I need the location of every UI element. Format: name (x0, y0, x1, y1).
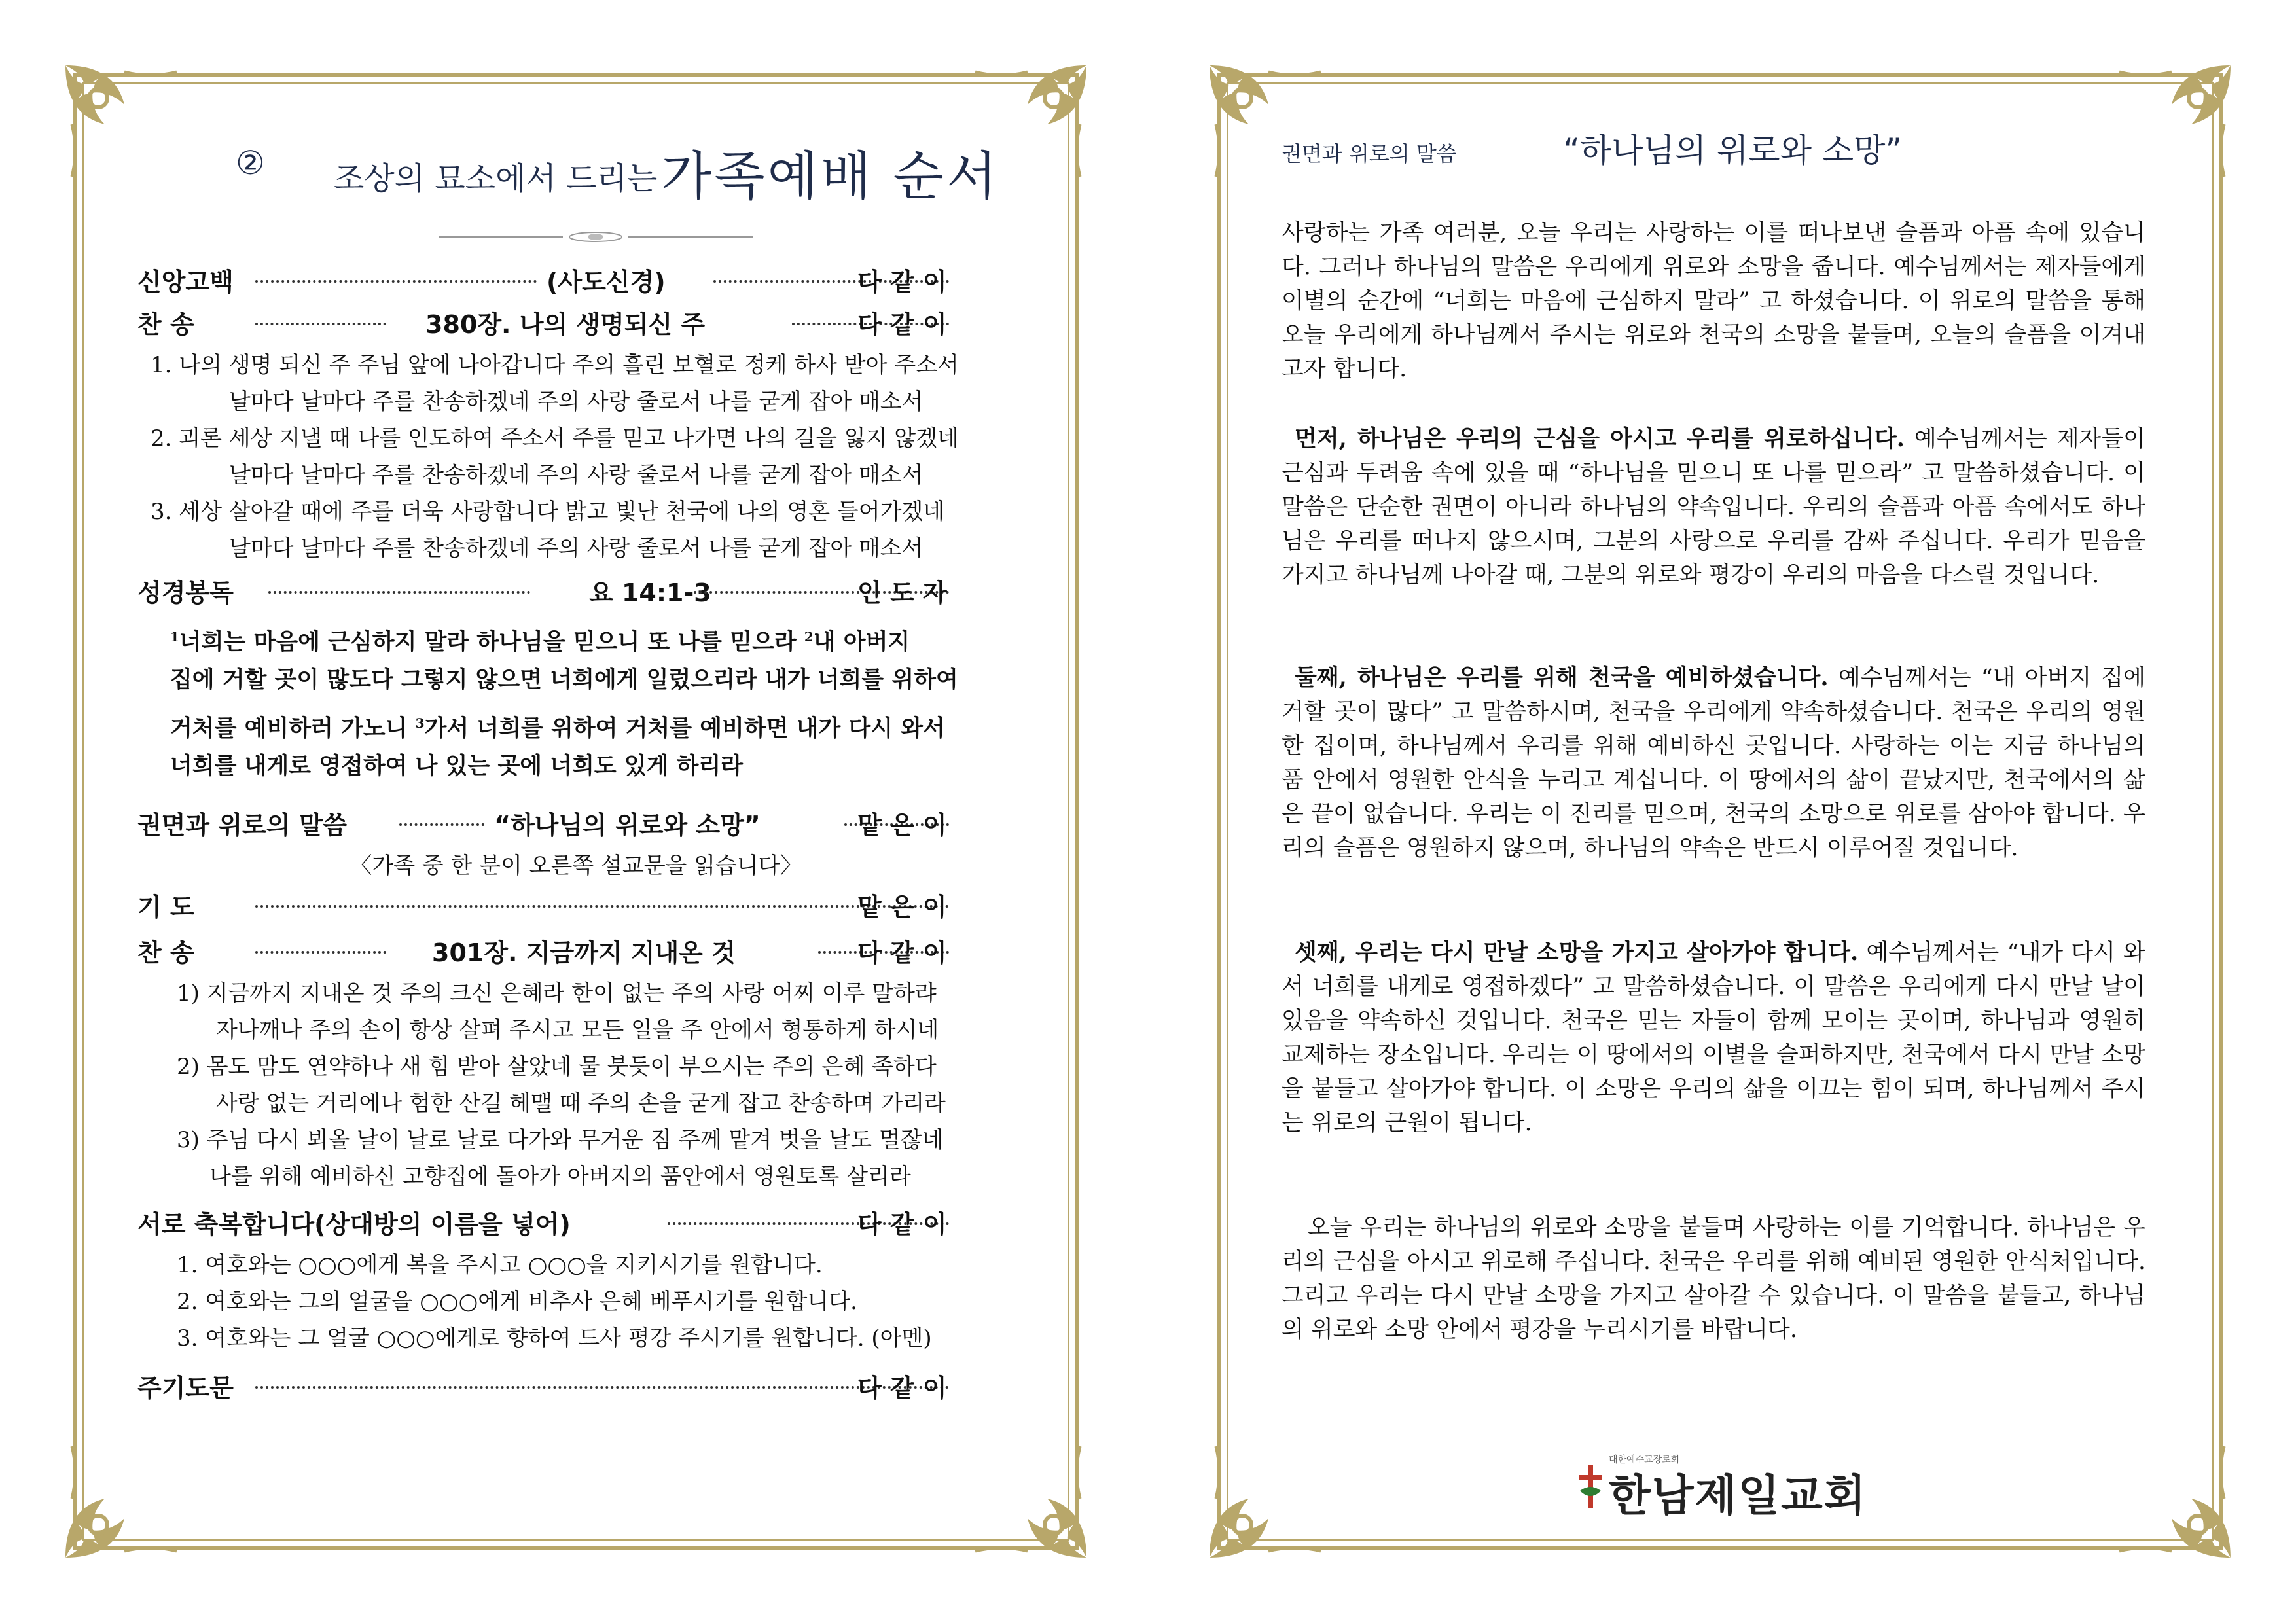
divider-ornament-icon (439, 230, 753, 243)
corner-ornament-icon (1203, 1433, 1334, 1564)
sermon-label: 권면과 위로의 말씀 (1282, 141, 1457, 166)
instruction-note: 〈가족 중 한 분이 오른쪽 설교문을 읽습니다〉 (350, 853, 802, 879)
sermon-title: “하나님의 위로와 소망” (1563, 132, 1903, 169)
sermon-paragraph-second: 둘째, 하나님은 우리를 위해 천국을 예비하셨습니다. 예수님께서는 “내 아버지 집에 거할 곳이 많다” 고 말씀하시며, 천국을 우리에게 약속하셨습니다. 천국은 우리의 영원한 집이며, 하나님께서 우리를 위해 예비하신 곳입니다. 사랑하는 이는 지금 하나님의 품 안에서 영원한 안식을 누리고 계십니다. 이 땅에서의 삶이 끝났지만, 천국에서의 삶은 끝이 없습니다. 우리는 이 진리를 믿으며, 천국의 소망으로 위로를 삼아야 합니다. 우리의 슬픔은 영원하지 않으며, 하나님의 약속은 반드시 이루어질 것입니다. (1282, 664, 2145, 861)
left-page: ② 조상의 묘소에서 드리는 가족예배 순서 신앙고백 (사도신경) 다 같 이 찬 송 380장. 나의 생명되신 주 다 같 이 1. 나의 생명 되신 주 주님 앞에 나아갑니다 주의 흘린 보혈로 정케 하사 받아 주소서 날마다 날마다 주를 찬송하겠네 주의 사랑 줄로서 나를 굳게 잡아 매소서 2. 괴론 세상 지낼 때 나를 인도하여 주소서 주를 믿고 나가면 나의 길을 잃지 않겠네 날마다 날마다 주를 찬송하겠네 주의 사랑 줄로서 나를 굳게 잡아 매소서 3. 세상 살아갈 때에 주를 더욱 사랑합니다 밝고 빛난 천국에 나의 영혼 들어가겠네 날마다 날마다 주를 찬송하겠네 주의 사랑 줄로서 나를 굳게 잡아 매소서 성경봉독 요 14:1-3 인 도 자 $^1$너희는 마음에 근심하지 말라 하나님을 믿으니 또 나를 믿으라 $^2$내 아버지 집에 거할 곳이 많도다 그렇지 않으면 너희에게 일렀으리라 내가 너희를 위하여 거처를 예비하러 가노니 $^3$가서 너희를 위하여 거처를 예비하면 내가 다시 와서 너희를 내게로 영접하여 나 있는 곳에 너희도 있게 하리라 권면과 위로의 말씀 “하나님의 위로와 소망” 맡 은 이 〈가족 중 한 분이 오른쪽 설교문을 읽습니다〉 기 도 맡 은 이 찬 송 301장. 지금까지 지내온 것 다 같 이 1) 지금까지 지내온 것 주의 크신 은혜라 한이 없는 주의 사랑 어찌 이루 말하랴 자나깨나 주의 손이 항상 살펴 주시고 모든 일을 주 안에서 형통하게 하시네 2) 몸도 맘도 연약하나 새 힘 받아 살았네 물 붓듯이 부으시는 주의 은혜 족하다 사랑 없는 거리에나 험한 산길 헤맬 때 주의 손을 굳게 잡고 찬송하며 가리라 3) 주님 다시 뵈올 날이 날로 날로 다가와 무거운 짐 주께 맡겨 벗을 날도 멀잖네 나를 위해 예비하신 고향집에 돌아가 아버지의 품안에서 영원토록 살리라 서로 축복합니다(상대방의 이름을 넣어) 다 같 이 1. 여호와는 ○○○에게 복을 주시고 ○○○을 지키시기를 원합니다. 2. 여호와는 그의 얼굴을 ○○○에게 비추사 은혜 베푸시기를 원합니다. 3. 여호와는 그 얼굴 ○○○에게로 향하여 드사 평강 주시기를 원합니다. (아멘) 주기도문 다 같 이 (59, 59, 1093, 1564)
order-row-blessing: 서로 축복합니다(상대방의 이름을 넣어) 다 같 이 (137, 1204, 1014, 1238)
church-logo (1563, 1453, 1877, 1521)
church-name: 한남제일교회 (1609, 1471, 1867, 1521)
order-row-sermon: 권면과 위로의 말씀 “하나님의 위로와 소망” 맡 은 이 (137, 805, 1014, 839)
sermon-paragraph-third: 셋째, 우리는 다시 만날 소망을 가지고 살아가야 합니다. 예수님께서는 “내가 다시 와서 너희를 내게로 영접하겠다” 고 말씀하셨습니다. 이 말씀은 우리에게 다시 만날 날이 있음을 약속하신 것입니다. 천국은 믿는 자들이 함께 모이는 곳이며, 하나님과 영원히 교제하는 장소입니다. 우리는 이 땅에서의 이별을 슬퍼하지만, 천국에서 다시 만날 소망을 붙들고 살아가야 합니다. 이 소망은 우리의 삶을 이끄는 힘이 되며, 하나님께서 주시는 위로의 근원이 됩니다. (1282, 939, 2145, 1136)
denomination-label: 대한예수교장로회 (1609, 1455, 1680, 1465)
order-row-hymn-1: 찬 송 380장. 나의 생명되신 주 다 같 이 (137, 304, 1014, 338)
title-main: 가족예배 순서 (661, 146, 1000, 207)
corner-ornament-icon (1203, 59, 1334, 190)
order-row-scripture: 성경봉독 요 14:1-3 인 도 자 (137, 573, 1014, 607)
right-page (1203, 59, 2237, 1564)
sermon-paragraph-first: 먼저, 하나님은 우리의 근심을 아시고 우리를 위로하십니다. 예수님께서는 제자들이 근심과 두려움 속에 있을 때 “하나님을 믿으니 또 나를 믿으라” 고 말씀하셨습니다. 이 말씀은 단순한 권면이 아니라 하나님의 약속입니다. 우리의 슬픔과 아픔 속에서도 하나님은 우리를 떠나지 않으시며, 그분의 사랑으로 우리를 감싸 주십니다. 우리가 믿음을 가지고 하나님께 나아갈 때, 그분의 위로와 평강이 우리의 마음을 다스릴 것입니다. (1282, 425, 2145, 588)
cross-icon (1576, 1465, 1605, 1508)
title-prefix: 조상의 묘소에서 드리는 (334, 160, 658, 197)
order-row-lords-prayer: 주기도문 다 같 이 (137, 1368, 1014, 1402)
corner-ornament-icon (2106, 1433, 2237, 1564)
page-title (137, 131, 1014, 207)
order-row-creed: 신앙고백 (사도신경) 다 같 이 (137, 262, 1014, 296)
sermon-paragraph-closing: 오늘 우리는 하나님의 위로와 소망을 붙들며 사랑하는 이를 기억합니다. 하나님은 우리의 근심을 아시고 위로해 주십니다. 천국은 우리를 위해 예비된 영원한 안식처입니다. 그리고 우리는 다시 만날 소망을 가지고 살아갈 수 있습니다. 이 말씀을 붙들고, 하나님의 위로와 소망 안에서 평강을 누리시기를 바랍니다. (1282, 1215, 2145, 1343)
order-row-hymn-2: 찬 송 301장. 지금까지 지내온 것 다 같 이 (137, 933, 1014, 967)
corner-ornament-icon (2106, 59, 2237, 190)
title-number: ② (236, 144, 265, 182)
order-row-prayer: 기 도 맡 은 이 (137, 887, 1014, 921)
sermon-paragraph-intro: 사랑하는 가족 여러분, 오늘 우리는 사랑하는 이를 떠나보낸 슬픔과 아픔 속에 있습니다. 그러나 하나님의 말씀은 우리에게 위로와 소망을 줍니다. 예수님께서는 제자들에게 이별의 순간에 “너희는 마음에 근심하지 말라” 고 하셨습니다. 이 위로의 말씀을 통해 오늘 우리에게 하나님께서 주시는 위로와 천국의 소망을 붙들며, 오늘의 슬픔을 이겨내고자 합니다. (1282, 220, 2145, 382)
